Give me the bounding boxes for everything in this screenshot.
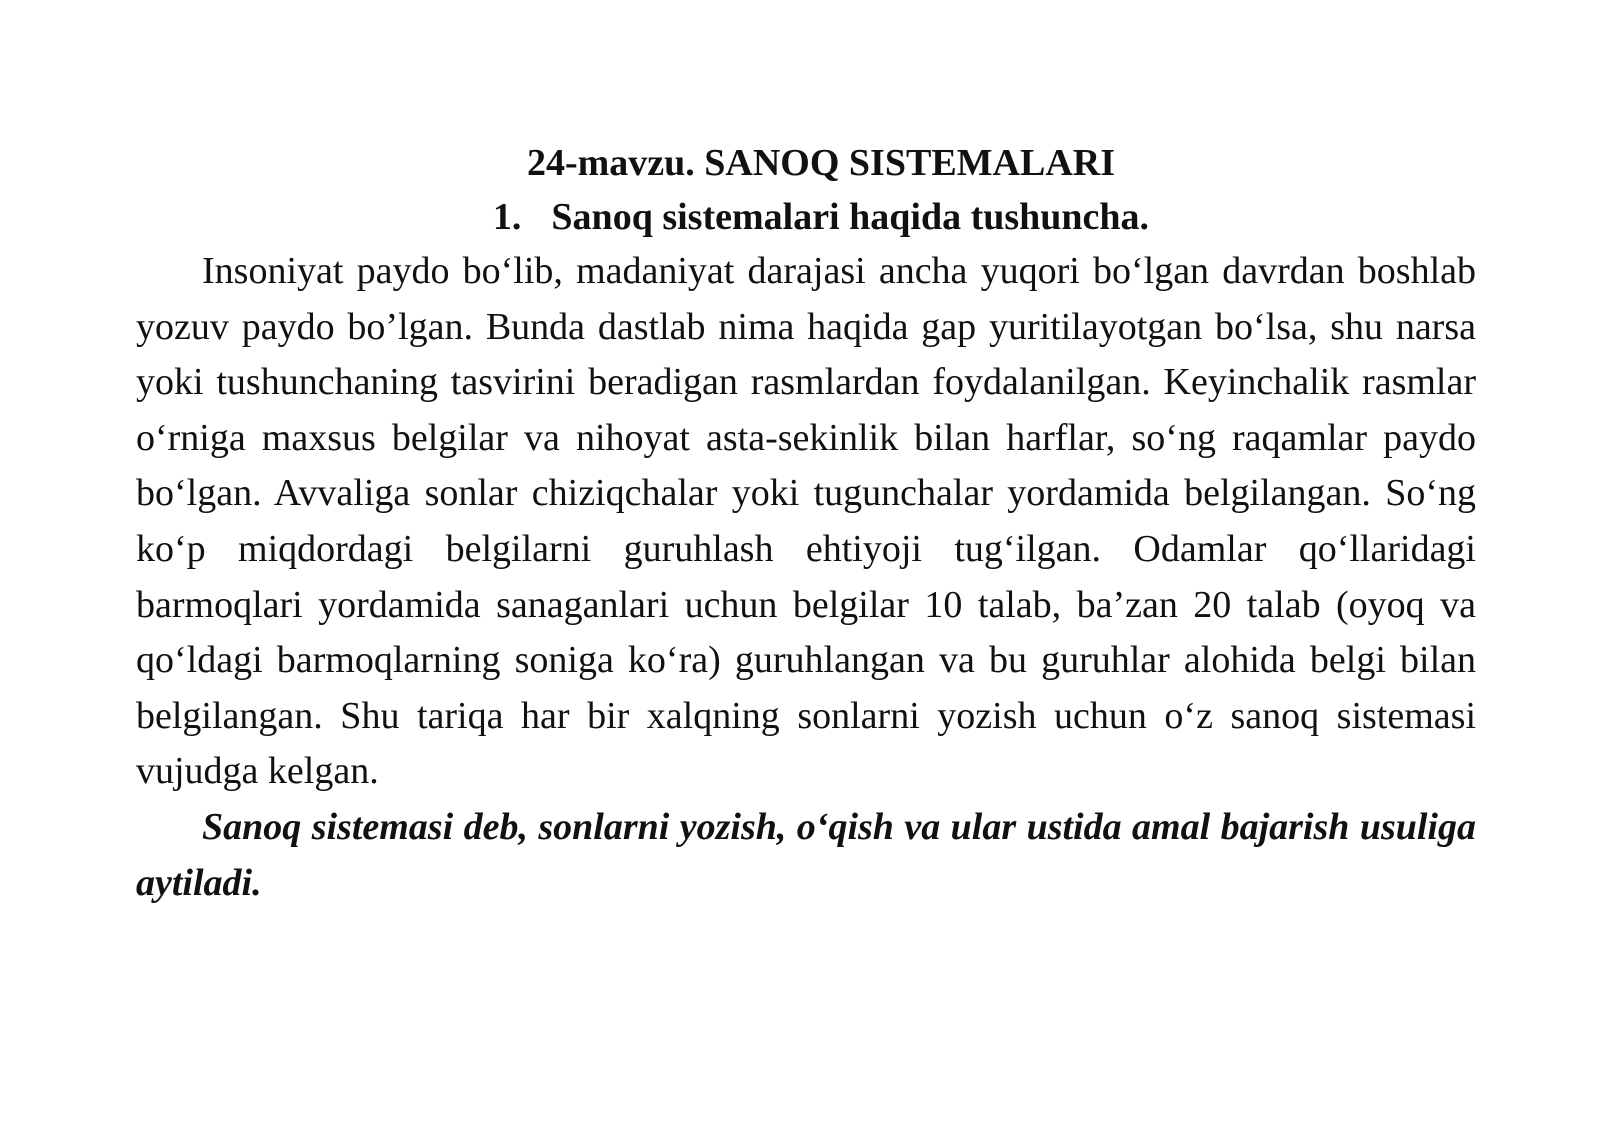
section-heading-text: Sanoq sistemalari haqida tushuncha. [551,196,1150,238]
document-title: 24-mavzu. SANOQ SISTEMALARI [526,142,1116,184]
document-content [136,136,1476,911]
section-number: 1. [492,196,522,238]
section-heading [136,190,1476,244]
definition-paragraph: Sanoq sistemasi deb, sonlarni yozish, o‘qish va ular ustida amal bajarish usuliga aytiladi. [136,805,1476,904]
body-paragraph: Insoniyat paydo bo‘lib, madaniyat darajasi ancha yuqori bo‘lgan davrdan boshlab yozuv paydo bo’lgan. Bunda dastlab nima haqida gap yuritilayotgan bo‘lsa, shu narsa yoki tushunchaning tasvirini beradigan rasmlardan foydalanilgan. Keyinchalik rasmlar o‘rniga maxsus belgilar va nihoyat asta-sekinlik bilan harflar, so‘ng raqamlar paydo bo‘lgan. Avvaliga sonlar chiziqchalar yoki tugunchalar yordamida belgilangan. So‘ng ko‘p miqdordagi belgilarni guruhlash ehtiyoji tug‘ilgan. Odamlar qo‘llaridagi barmoqlari yordamida sanaganlari uchun belgilar 10 talab, ba’zan 20 talab (oyoq va qo‘ldagi barmoqlarning soniga ko‘ra) guruhlangan va bu guruhlar alohida belgi bilan belgilangan. Shu tariqa har bir xalqning sonlarni yozish uchun o‘z sanoq sistemasi vujudga kelgan. [136,250,1476,793]
